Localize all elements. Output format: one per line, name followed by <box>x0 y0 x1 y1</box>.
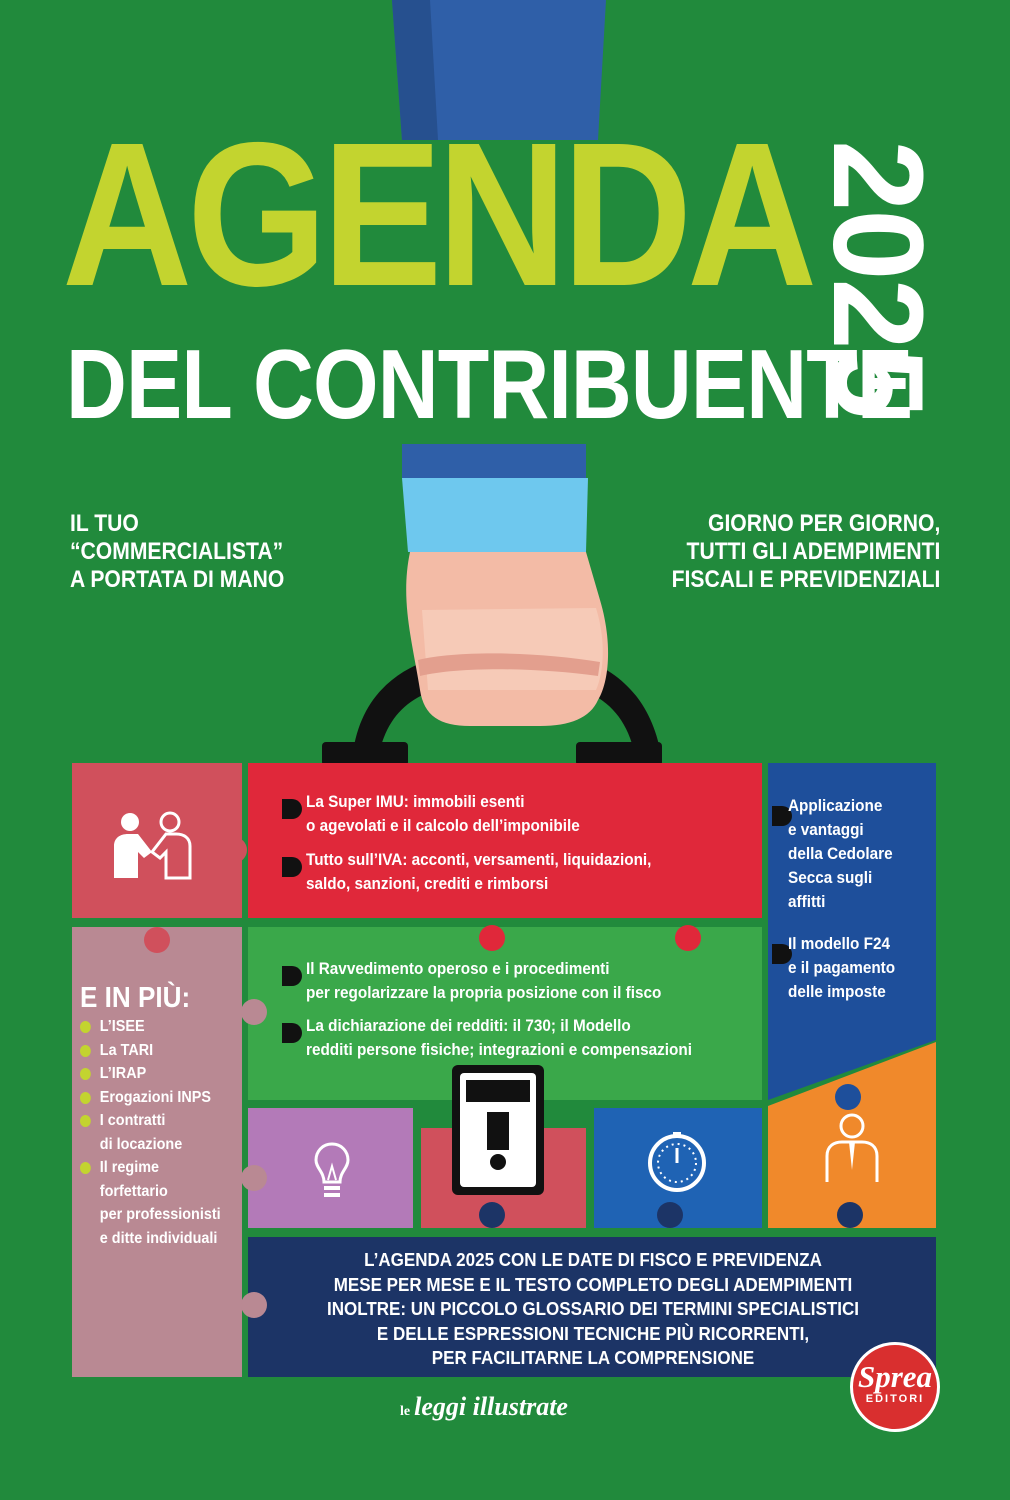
blue-panel-item-line: della Cedolare <box>788 844 893 863</box>
tagline-left-line: IL TUO <box>70 510 139 537</box>
bullet-marker-icon <box>282 966 302 986</box>
extras-item-line: e ditte individuali <box>99 1229 218 1247</box>
blue-panel-item-line: Applicazione <box>788 796 883 815</box>
extras-section <box>80 982 221 1250</box>
bottom-panel-line: L’AGENDA 2025 CON LE DATE DI FISCO E PREVIDENZA <box>364 1249 822 1270</box>
bullet-dot-icon <box>80 1162 91 1174</box>
sprea-logo <box>850 1342 940 1432</box>
cover-title-sub: DEL CONTRIBUENTE <box>66 329 913 439</box>
publisher-logo <box>400 1392 568 1422</box>
bullet-dot-icon <box>80 1045 91 1057</box>
extras-item-line: L’ISEE <box>99 1018 145 1035</box>
cover-year-text: 2025 <box>806 140 949 417</box>
green-panel-item-line: La dichiarazione dei redditi: il 730; il Modello <box>306 1016 631 1035</box>
publisher-prefix: le <box>400 1404 411 1419</box>
bullet-dot-icon <box>80 1021 91 1033</box>
blue-panel-item-line: Il modello F24 <box>788 934 891 953</box>
bottom-panel-line: PER FACILITARNE LA COMPRENSIONE <box>431 1347 755 1368</box>
bottom-panel-text <box>277 1248 908 1371</box>
red-panel-item <box>306 848 651 896</box>
bullet-dot-icon <box>80 1068 91 1080</box>
light-bulb-icon <box>312 1140 352 1202</box>
extras-title: E IN PIÙ: <box>80 982 191 1014</box>
red-panel-item-line: Tutto sull’IVA: acconti, versamenti, liquidazioni, <box>306 850 652 869</box>
bottom-panel-line: E DELLE ESPRESSIONI TECNICHE PIÙ RICORRENTI, <box>376 1322 810 1344</box>
bullet-dot-icon <box>80 1115 91 1127</box>
cover-title-main: AGENDA <box>62 100 813 329</box>
extras-item-line: La TARI <box>99 1041 154 1059</box>
publisher-name: leggi illustrate <box>414 1392 568 1421</box>
bullet-marker-icon <box>282 799 302 819</box>
blue-panel-item-line: e il pagamento <box>788 958 896 977</box>
blue-panel-item-line: Secca sugli <box>788 868 873 887</box>
red-panel-item-line: La Super IMU: immobili esenti <box>306 792 525 811</box>
extras-item <box>80 1039 221 1063</box>
tagline-right-line: GIORNO PER GIORNO, <box>707 510 940 537</box>
green-panel-item-line: Il Ravvedimento operoso e i procedimenti <box>306 959 610 978</box>
bullet-marker-icon <box>282 857 302 877</box>
red-panel-item-line: saldo, sanzioni, crediti e rimborsi <box>306 874 549 893</box>
extras-item-line: Il regime <box>99 1159 160 1176</box>
green-panel-item <box>306 957 661 1005</box>
extras-item <box>80 1156 221 1250</box>
businessman-icon <box>824 1112 880 1184</box>
sprea-logo-name: Sprea <box>857 1359 933 1394</box>
tagline-right-line: TUTTI GLI ADEMPIMENTI <box>686 538 940 565</box>
blue-panel-item-line: delle imposte <box>788 982 886 1001</box>
red-panel-item-line: o agevolati e il calcolo dell’imponibile <box>306 816 580 835</box>
stopwatch-icon <box>646 1132 708 1194</box>
blue-panel-item-line: e vantaggi <box>788 820 864 839</box>
extras-item <box>80 1062 221 1086</box>
extras-item-line: forfettario <box>99 1182 168 1200</box>
blue-panel-item-line: affitti <box>788 892 826 911</box>
tagline-left-line: “COMMERCIALISTA” <box>70 538 284 565</box>
blue-panel-item <box>788 932 895 1004</box>
bullet-marker-icon <box>282 1023 302 1043</box>
extras-item <box>80 1086 221 1110</box>
green-panel-item-line: per regolarizzare la propria posizione con il fisco <box>306 983 662 1002</box>
extras-item <box>80 1015 221 1039</box>
tagline-right-line: FISCALI E PREVIDENZIALI <box>671 566 940 593</box>
blue-panel-item <box>788 794 893 914</box>
extras-item <box>80 1109 221 1156</box>
green-panel-item-line: redditi persone fisiche; integrazioni e compensazioni <box>306 1040 692 1059</box>
extras-item-line: L’IRAP <box>99 1065 147 1082</box>
red-panel-item <box>306 790 580 838</box>
extras-item-line: I contratti <box>99 1112 166 1129</box>
handshake-people-icon <box>110 808 194 880</box>
tagline-left-line: A PORTATA DI MANO <box>70 566 285 593</box>
extras-item-line: di locazione <box>99 1135 183 1153</box>
green-panel-item <box>306 1014 692 1062</box>
extras-item-line: per professionisti <box>99 1206 221 1223</box>
extras-item-line: Erogazioni INPS <box>99 1088 212 1106</box>
sprea-logo-sub: EDITORI <box>865 1393 925 1405</box>
bottom-panel-line: INOLTRE: UN PICCOLO GLOSSARIO DEI TERMINI SPECIALISTICI <box>326 1298 860 1319</box>
bullet-dot-icon <box>80 1092 91 1104</box>
bottom-panel-line: MESE PER MESE E IL TESTO COMPLETO DEGLI ADEMPIMENTI <box>333 1273 853 1295</box>
